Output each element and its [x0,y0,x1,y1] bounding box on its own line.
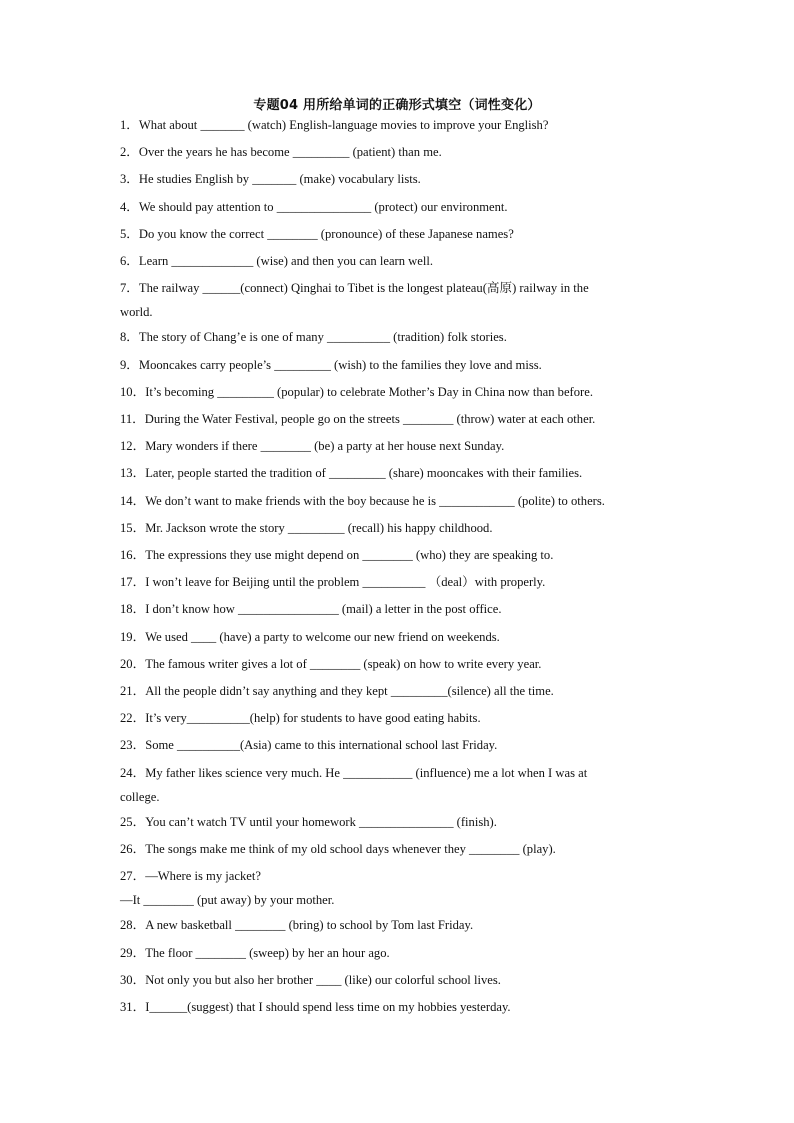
question-number: 3． [120,172,139,187]
question-text: We don’t want to make friends with the boy because he is ____________ (polite) to others. [145,493,605,508]
question-text: Do you know the correct ________ (pronounce) of these Japanese names? [138,226,514,241]
question-text: Mooncakes carry people’s _________ (wish) to the families they love and miss. [138,357,542,372]
question-item [120,967,680,994]
question-item [120,379,680,406]
question-item [120,515,680,542]
question-number: 24． [120,765,146,780]
question-item [120,596,680,623]
question-item [120,760,680,809]
question-item [120,166,680,193]
question-number: 14． [120,493,146,508]
question-number: 27． [120,869,146,884]
question-number: 30． [120,972,146,987]
question-item [120,112,680,139]
question-item [120,651,680,678]
question-text: Over the years he has become _________ (patient) than me. [138,145,442,160]
question-text: Mary wonders if there ________ (be) a party at her house next Sunday. [145,439,505,454]
question-text: Later, people started the tradition of _________ (share) mooncakes with their families. [145,466,583,481]
question-item [120,433,680,460]
question-item [120,406,680,433]
question-item [120,194,680,221]
question-item [120,912,680,939]
question-item [120,863,680,912]
question-number: 10． [120,384,146,399]
question-item [120,275,680,324]
question-text: It’s very__________(help) for students to have good eating habits. [145,711,481,726]
question-text: Mr. Jackson wrote the story _________ (recall) his happy childhood. [145,520,493,535]
question-item [120,488,680,515]
question-text: I don’t know how ________________ (mail) a letter in the post office. [145,602,502,617]
question-number: 19． [120,629,146,644]
question-list [120,112,680,1021]
question-number: 26． [120,842,146,857]
question-number: 22． [120,711,146,726]
question-item [120,248,680,275]
question-number: 23． [120,738,146,753]
question-text-continued: college. [120,789,160,804]
question-number: 29． [120,945,146,960]
question-item [120,836,680,863]
question-text: My father likes science very much. He ___________ (influence) me a lot when I was at [145,765,588,780]
question-item [120,352,680,379]
question-item [120,678,680,705]
question-text: You can’t watch TV until your homework _______________ (finish). [145,814,497,829]
question-text: I______(suggest) that I should spend less time on my hobbies yesterday. [145,1000,511,1015]
question-text: The songs make me think of my old school days whenever they ________ (play). [145,842,556,857]
question-text: —Where is my jacket? [145,869,261,884]
question-text: It’s becoming _________ (popular) to celebrate Mother’s Day in China now than before. [145,384,593,399]
question-text: During the Water Festival, people go on the streets ________ (throw) water at each other. [144,412,596,427]
question-text: He studies English by _______ (make) vocabulary lists. [138,172,421,187]
question-number: 15． [120,520,146,535]
question-item [120,624,680,651]
question-number: 11． [120,412,145,427]
question-number: 31． [120,1000,146,1015]
question-number: 28． [120,918,146,933]
question-item [120,139,680,166]
question-number: 16． [120,548,146,563]
question-number: 5． [120,226,139,241]
question-text: The expressions they use might depend on ________ (who) they are speaking to. [145,548,554,563]
question-number: 25． [120,814,146,829]
question-text: The railway ______(connect) Qinghai to Tibet is the longest plateau(高原) railway in the [138,281,589,296]
question-text: The famous writer gives a lot of ________ (speak) on how to write every year. [145,656,542,671]
question-item [120,569,680,596]
question-number: 9． [120,357,139,372]
question-text: The story of Chang’e is one of many __________ (tradition) folk stories. [138,330,507,345]
question-item [120,460,680,487]
question-text: Not only you but also her brother ____ (like) our colorful school lives. [145,972,501,987]
question-item [120,809,680,836]
question-number: 8． [120,330,139,345]
question-number: 17． [120,575,146,590]
question-text: We should pay attention to _______________ (protect) our environment. [138,199,508,214]
question-number: 12． [120,439,146,454]
question-item [120,542,680,569]
question-text-continued: world. [120,305,153,320]
page-title: 专题04 用所给单词的正确形式填空（词性变化） [253,98,541,113]
question-item [120,940,680,967]
question-number: 18． [120,602,146,617]
question-number: 1． [120,118,139,132]
question-number: 6． [120,254,139,269]
question-number: 7． [120,281,139,296]
question-text: I won’t leave for Beijing until the problem __________ （deal）with properly. [145,575,546,590]
question-text: The floor ________ (sweep) by her an hour ago. [145,945,390,960]
question-text: All the people didn’t say anything and they kept _________(silence) all the time. [145,684,554,699]
question-text: A new basketball ________ (bring) to school by Tom last Friday. [145,918,474,933]
question-number: 21． [120,684,146,699]
question-text: What about _______ (watch) English-language movies to improve your English? [138,118,549,132]
question-text: Learn _____________ (wise) and then you can learn well. [138,254,434,269]
question-number: 2． [120,145,139,160]
question-item [120,221,680,248]
question-item [120,705,680,732]
question-item [120,994,680,1021]
question-number: 13． [120,466,146,481]
question-item [120,732,680,759]
question-item [120,324,680,351]
question-number: 4． [120,199,139,214]
question-text: Some __________(Asia) came to this international school last Friday. [145,738,498,753]
question-text-continued: —It ________ (put away) by your mother. [120,893,335,908]
question-number: 20． [120,656,146,671]
question-text: We used ____ (have) a party to welcome our new friend on weekends. [145,629,500,644]
